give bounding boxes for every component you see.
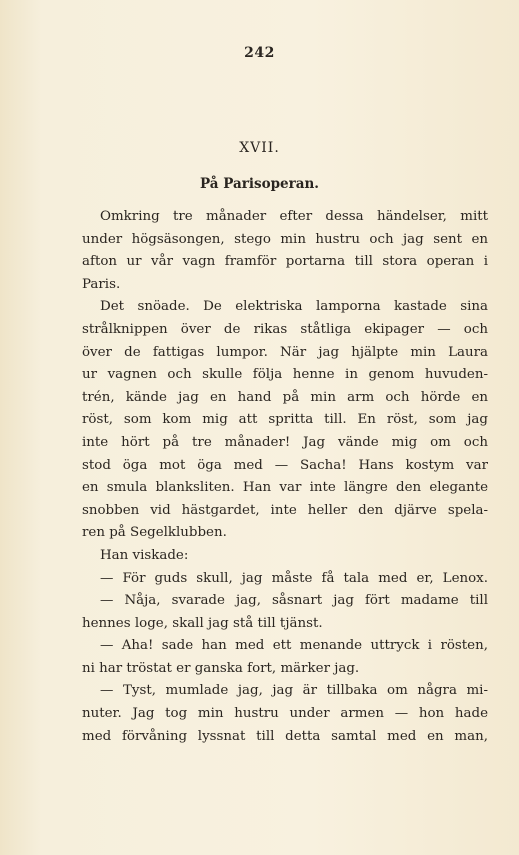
text-line: med förvåning lyssnat till detta samtal med en man, <box>82 728 488 744</box>
text-line: afton ur vår vagn framför portarna till stora operan i <box>82 254 488 270</box>
text-line: ren på Segelklubben. <box>82 525 227 541</box>
text-line: över de fattigas lumpor. När jag hjälpte min Laura <box>82 344 488 360</box>
text-line: stod öga mot öga med — Sacha! Hans kostym var <box>82 457 488 473</box>
text-line: röst, som kom mig att spritta till. En röst, som jag <box>82 412 488 428</box>
text-line: — För guds skull, jag måste få tala med er, Lenox. <box>100 570 488 586</box>
text-line: Omkring tre månader efter dessa händelser, mitt <box>100 209 488 224</box>
text-line: snobben vid hästgardet, inte heller den djärve spela- <box>82 502 488 518</box>
text-line: strålknippen över de rikas ståtliga ekipager — och <box>82 321 488 337</box>
body-text <box>82 206 488 748</box>
text-line: — Nåja, svarade jag, såsnart jag fört madame till <box>100 593 488 609</box>
text-line: ni har tröstat er ganska fort, märker jag. <box>82 660 360 676</box>
page-number: 242 <box>244 45 275 61</box>
chapter-number: XVII. <box>239 140 280 156</box>
chapter-title: På Parisoperan. <box>199 176 320 192</box>
text-line: under högsäsongen, stego min hustru och jag sent en <box>82 231 488 247</box>
text-line: Han viskade: <box>100 547 189 563</box>
text-line: nuter. Jag tog min hustru under armen — hon hade <box>82 706 488 722</box>
text-line: inte hört på tre månader! Jag vände mig om och <box>82 434 488 450</box>
text-line: ur vagnen och skulle följa henne in genom huvuden- <box>82 367 488 383</box>
text-line: en smula blanksliten. Han var inte längre den elegante <box>82 480 488 496</box>
text-line: Det snöade. De elektriska lamporna kastade sina <box>100 299 488 315</box>
text-line: hennes loge, skall jag stå till tjänst. <box>82 615 323 631</box>
text-line: — Aha! sade han med ett menande uttryck i rösten, <box>100 638 488 654</box>
text-line: trén, kände jag en hand på min arm och hörde en <box>82 389 488 405</box>
text-line: Paris. <box>82 276 121 292</box>
text-line: — Tyst, mumlade jag, jag är tillbaka om några mi- <box>100 683 488 699</box>
